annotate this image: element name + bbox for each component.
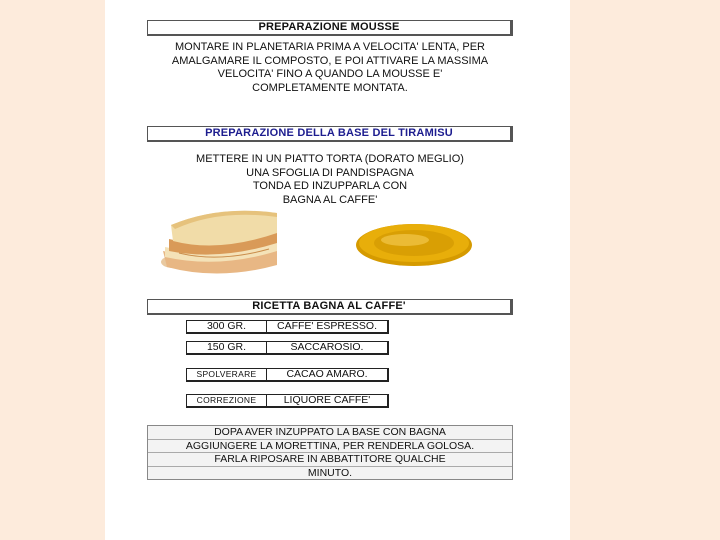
base-line: TONDA ED INZUPPARLA CON — [252, 180, 408, 192]
row-ingredient: CACAO AMARO. — [286, 368, 368, 380]
row-quantity: 300 GR. — [187, 321, 267, 332]
mousse-line: COMPLETAMENTE MONTATA. — [252, 81, 408, 94]
note-line: DOPA AVER INZUPPATO LA BASE CON BAGNA — [148, 426, 512, 440]
base-section-title: PREPARAZIONE DELLA BASE DEL TIRAMISU — [147, 126, 513, 142]
sponge-cake-photo — [159, 207, 278, 276]
row-ingredient: CAFFE' ESPRESSO. — [276, 320, 378, 332]
golden-plate-photo — [355, 220, 475, 268]
row-quantity: 150 GR. — [187, 342, 267, 353]
base-line: METTERE IN UN PIATTO TORTA (DORATO MEGLIO) — [196, 153, 464, 165]
bagna-section-title: RICETTA BAGNA AL CAFFE' — [147, 299, 513, 315]
mousse-section-title: PREPARAZIONE MOUSSE — [147, 20, 513, 36]
base-line: UNA SFOGLIA DI PANDISPAGNA — [246, 166, 414, 179]
mousse-line: AMALGAMARE IL COMPOSTO, E POI ATTIVARE LA MASSIMA — [171, 54, 489, 67]
table-row — [186, 320, 389, 334]
table-row — [186, 394, 389, 408]
note-line: AGGIUNGERE LA MORETTINA, PER RENDERLA GOLOSA. — [148, 440, 512, 454]
final-note — [147, 425, 513, 480]
row-quantity: CORREZIONE — [187, 395, 267, 406]
base-instructions — [165, 153, 495, 207]
mousse-instructions — [145, 41, 515, 95]
table-row — [186, 368, 389, 382]
document-page — [105, 0, 570, 540]
note-line: FARLA RIPOSARE IN ABBATTITORE QUALCHE — [148, 453, 512, 467]
mousse-line: MONTARE IN PLANETARIA PRIMA A VELOCITA' LENTA, PER — [175, 41, 485, 53]
table-row — [186, 341, 389, 355]
row-ingredient: LIQUORE CAFFE' — [283, 394, 371, 406]
row-ingredient: SACCAROSIO. — [290, 341, 364, 353]
base-line: BAGNA AL CAFFE' — [282, 193, 378, 206]
row-quantity: SPOLVERARE — [187, 369, 267, 380]
note-line: MINUTO. — [307, 466, 353, 479]
mousse-line: VELOCITA' FINO A QUANDO LA MOUSSE E' — [217, 68, 443, 80]
